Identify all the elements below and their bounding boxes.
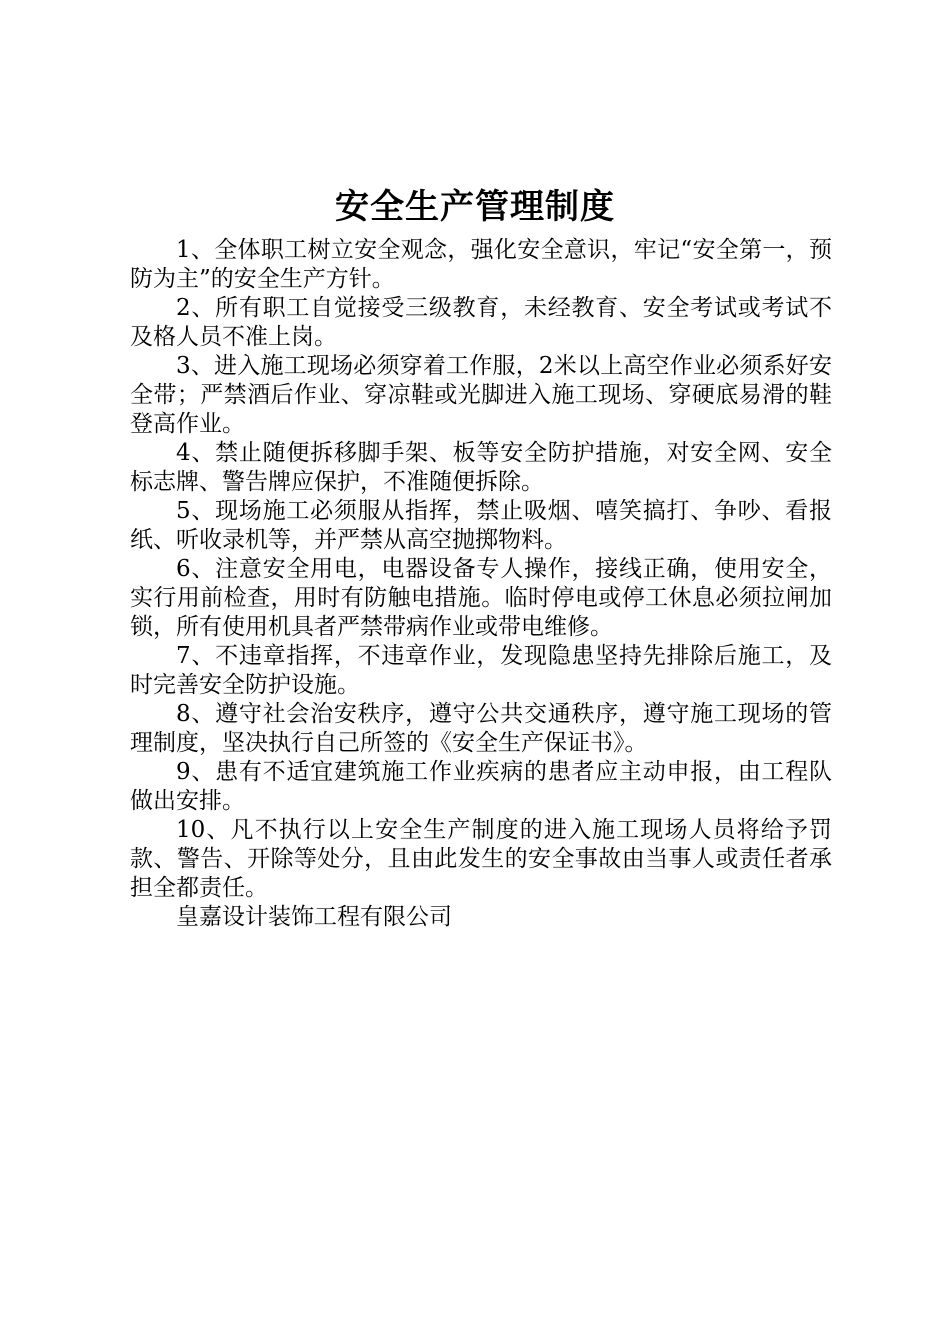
rule-paragraph-1: 1、全体职工树立安全观念，强化安全意识，牢记“安全第一，预防为主”的安全生产方针。 xyxy=(130,237,832,292)
rule-paragraph-8: 8、遵守社会治安秩序，遵守公共交通秩序，遵守施工现场的管理制度，坚决执行自己所签的《安全生产保证书》。 xyxy=(130,701,832,756)
rule-paragraph-7: 7、不违章指挥，不违章作业，发现隐患坚持先排除后施工，及时完善安全防护设施。 xyxy=(130,643,832,698)
rule-paragraph-2: 2、所有职工自觉接受三级教育，未经教育、安全考试或考试不及格人员不准上岗。 xyxy=(130,295,832,350)
company-signature: 皇嘉设计装饰工程有限公司 xyxy=(176,904,452,930)
rule-paragraph-9: 9、患有不适宜建筑施工作业疾病的患者应主动申报，由工程队做出安排。 xyxy=(130,759,832,814)
rule-paragraph-10: 10、凡不执行以上安全生产制度的进入施工现场人员将给予罚款、警告、开除等处分，且由此发生的安全事故由当事人或责任者承担全都责任。 xyxy=(130,817,832,901)
rule-paragraph-5: 5、现场施工必须服从指挥，禁止吸烟、嘻笑搞打、争吵、看报纸、听收录机等，并严禁从高空抛掷物料。 xyxy=(130,498,832,553)
document-title: 安全生产管理制度 xyxy=(335,187,615,227)
rule-paragraph-3: 3、进入施工现场必须穿着工作服，2米以上高空作业必须系好安全带；严禁酒后作业、穿凉鞋或光脚进入施工现场、穿硬底易滑的鞋登高作业。 xyxy=(130,353,832,437)
rule-paragraph-6: 6、注意安全用电，电器设备专人操作，接线正确，使用安全，实行用前检查，用时有防触电措施。临时停电或停工休息必须拉闸加锁，所有使用机具者严禁带病作业或带电维修。 xyxy=(130,556,832,640)
rule-paragraph-4: 4、禁止随便拆移脚手架、板等安全防护措施，对安全网、安全标志牌、警告牌应保护，不准随便拆除。 xyxy=(130,440,832,495)
document-body xyxy=(130,236,832,932)
